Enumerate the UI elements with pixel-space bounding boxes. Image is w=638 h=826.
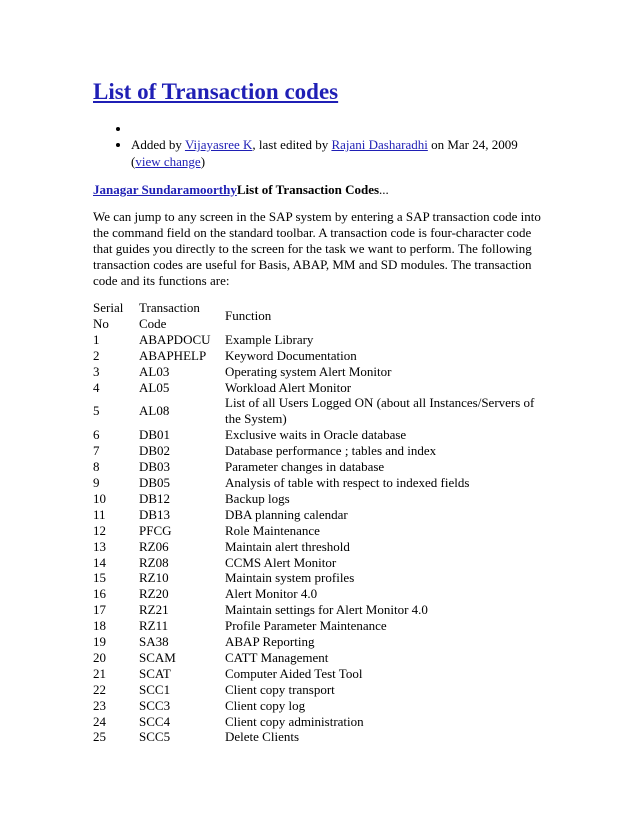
serial-no-cell: 21 (93, 665, 106, 681)
table-row (93, 698, 548, 714)
transaction-code-cell: RZ21 (139, 602, 169, 618)
table-row (93, 570, 548, 586)
serial-no-cell: 3 (93, 363, 100, 379)
table-row (93, 332, 548, 348)
function-cell: Client copy transport (225, 681, 335, 697)
serial-no-cell: 14 (93, 554, 106, 570)
function-cell: ABAP Reporting (225, 634, 315, 650)
function-cell: Backup logs (225, 490, 290, 506)
function-cell: Client copy log (225, 697, 306, 713)
transaction-code-cell: SCC5 (139, 729, 171, 745)
header-transaction-code: Transaction Code (139, 300, 200, 331)
table-row (93, 666, 548, 682)
table-row (93, 380, 548, 396)
serial-no-cell: 11 (93, 506, 106, 522)
table-row (93, 364, 548, 380)
transaction-code-cell: SCAM (139, 649, 176, 665)
document-page (93, 78, 548, 745)
transaction-code-cell: RZ10 (139, 570, 169, 586)
meta-edit-info (131, 136, 548, 170)
meta-empty-bullet (131, 120, 548, 136)
table-row (93, 650, 548, 666)
table-row (93, 555, 548, 571)
table-row (93, 682, 548, 698)
serial-no-cell: 2 (93, 347, 100, 363)
edited-by-user-link[interactable]: Rajani Dasharadhi (331, 137, 428, 152)
transaction-code-cell: RZ20 (139, 586, 169, 602)
serial-no-cell: 17 (93, 602, 106, 618)
close-paren: ) (200, 154, 206, 169)
table-row (93, 491, 548, 507)
serial-no-cell: 10 (93, 490, 106, 506)
author-link[interactable]: Janagar Sundaramoorthy (93, 182, 237, 197)
function-cell: Operating system Alert Monitor (225, 363, 392, 379)
table-row (93, 618, 548, 634)
transaction-code-cell: DB02 (139, 443, 171, 459)
function-cell: Analysis of table with respect to indexed fields (225, 474, 470, 490)
serial-no-cell: 19 (93, 634, 106, 650)
serial-no-cell: 24 (93, 713, 106, 729)
table-row (93, 523, 548, 539)
function-cell: Database performance ; tables and index (225, 443, 437, 459)
function-cell: Computer Aided Test Tool (225, 665, 363, 681)
serial-no-cell: 8 (93, 459, 100, 475)
transaction-code-cell: DB05 (139, 474, 171, 490)
serial-no-cell: 7 (93, 443, 100, 459)
function-cell: CCMS Alert Monitor (225, 554, 337, 570)
transaction-code-cell: RZ06 (139, 538, 169, 554)
section-heading: List of Transaction Codes (236, 182, 380, 197)
added-by-prefix: Added by (131, 137, 185, 152)
function-cell: Profile Parameter Maintenance (225, 618, 387, 634)
serial-no-cell: 1 (93, 331, 100, 347)
table-row (93, 539, 548, 555)
added-by-user-link[interactable]: Vijayasree K (184, 137, 253, 152)
serial-no-cell: 23 (93, 697, 106, 713)
table-row (93, 427, 548, 443)
table-row (93, 714, 548, 730)
function-cell: CATT Management (225, 649, 329, 665)
ellipsis: ... (379, 182, 389, 197)
table-row (93, 443, 548, 459)
meta-list (93, 120, 548, 170)
transaction-code-cell: AL03 (139, 363, 170, 379)
transaction-code-cell: DB01 (139, 427, 171, 443)
function-cell: Maintain system profiles (225, 570, 355, 586)
function-cell: Example Library (225, 331, 314, 347)
function-cell: Delete Clients (225, 729, 300, 745)
serial-no-cell: 13 (93, 538, 106, 554)
serial-no-cell: 20 (93, 649, 106, 665)
serial-no-cell: 5 (93, 403, 100, 419)
function-cell: Maintain settings for Alert Monitor 4.0 (225, 602, 428, 618)
transaction-code-cell: ABAPDOCU (139, 331, 211, 347)
serial-no-cell: 16 (93, 586, 106, 602)
transaction-code-cell: SCC3 (139, 697, 171, 713)
transaction-code-cell: SCC4 (139, 713, 171, 729)
transaction-code-cell: PFCG (139, 522, 172, 538)
header-function: Function (225, 307, 272, 323)
intro-paragraph: We can jump to any screen in the SAP system by entering a SAP transaction code into the command field on the standard toolbar. A transaction code is four-character code that guides you directly to the screen for the task we want to perform. The following transaction codes are useful for Basis, ABAP, MM and SD modules. The transaction code and its functions are: (93, 209, 541, 288)
function-cell: Workload Alert Monitor (225, 379, 352, 395)
function-cell: Role Maintenance (225, 522, 320, 538)
transaction-code-cell: SA38 (139, 634, 169, 650)
serial-no-cell: 25 (93, 729, 106, 745)
function-cell: Keyword Documentation (225, 347, 357, 363)
transaction-code-cell: SCC1 (139, 681, 171, 697)
table-row (93, 459, 548, 475)
transaction-code-cell: ABAPHELP (139, 347, 207, 363)
transaction-codes-table (93, 300, 548, 745)
header-serial-no: Serial No (93, 300, 124, 331)
table-row (93, 395, 548, 427)
table-row (93, 475, 548, 491)
view-change-link[interactable]: view change (135, 154, 201, 169)
serial-no-cell: 15 (93, 570, 106, 586)
serial-no-cell: 18 (93, 618, 106, 634)
function-cell: Parameter changes in database (225, 459, 385, 475)
transaction-code-cell: RZ11 (139, 618, 169, 634)
serial-no-cell: 6 (93, 427, 100, 443)
function-cell: List of all Users Logged ON (about all Instances/Servers of the System) (225, 395, 535, 427)
function-cell: DBA planning calendar (225, 506, 348, 522)
function-cell: Maintain alert threshold (225, 538, 350, 554)
edited-date: on Mar 24, 2009 ( (131, 137, 518, 169)
page-title[interactable] (93, 78, 548, 106)
transaction-code-cell: DB13 (139, 506, 171, 522)
serial-no-cell: 22 (93, 681, 106, 697)
transaction-code-cell: AL05 (139, 379, 170, 395)
author-line (93, 181, 548, 198)
serial-no-cell: 4 (93, 379, 100, 395)
transaction-code-cell: AL08 (139, 403, 170, 419)
page-title-link[interactable]: List of Transaction codes (93, 79, 339, 104)
serial-no-cell: 9 (93, 474, 100, 490)
function-cell: Client copy administration (225, 713, 364, 729)
table-row (93, 602, 548, 618)
transaction-code-cell: DB03 (139, 459, 171, 475)
table-row (93, 507, 548, 523)
table-row (93, 729, 548, 745)
transaction-code-cell: SCAT (139, 665, 171, 681)
table-row (93, 634, 548, 650)
function-cell: Alert Monitor 4.0 (225, 586, 318, 602)
function-cell: Exclusive waits in Oracle database (225, 427, 407, 443)
table-header-row (93, 300, 548, 332)
serial-no-cell: 12 (93, 522, 106, 538)
edited-by-text: , last edited by (252, 137, 332, 152)
table-row (93, 348, 548, 364)
table-row (93, 586, 548, 602)
transaction-code-cell: DB12 (139, 490, 171, 506)
transaction-code-cell: RZ08 (139, 554, 169, 570)
